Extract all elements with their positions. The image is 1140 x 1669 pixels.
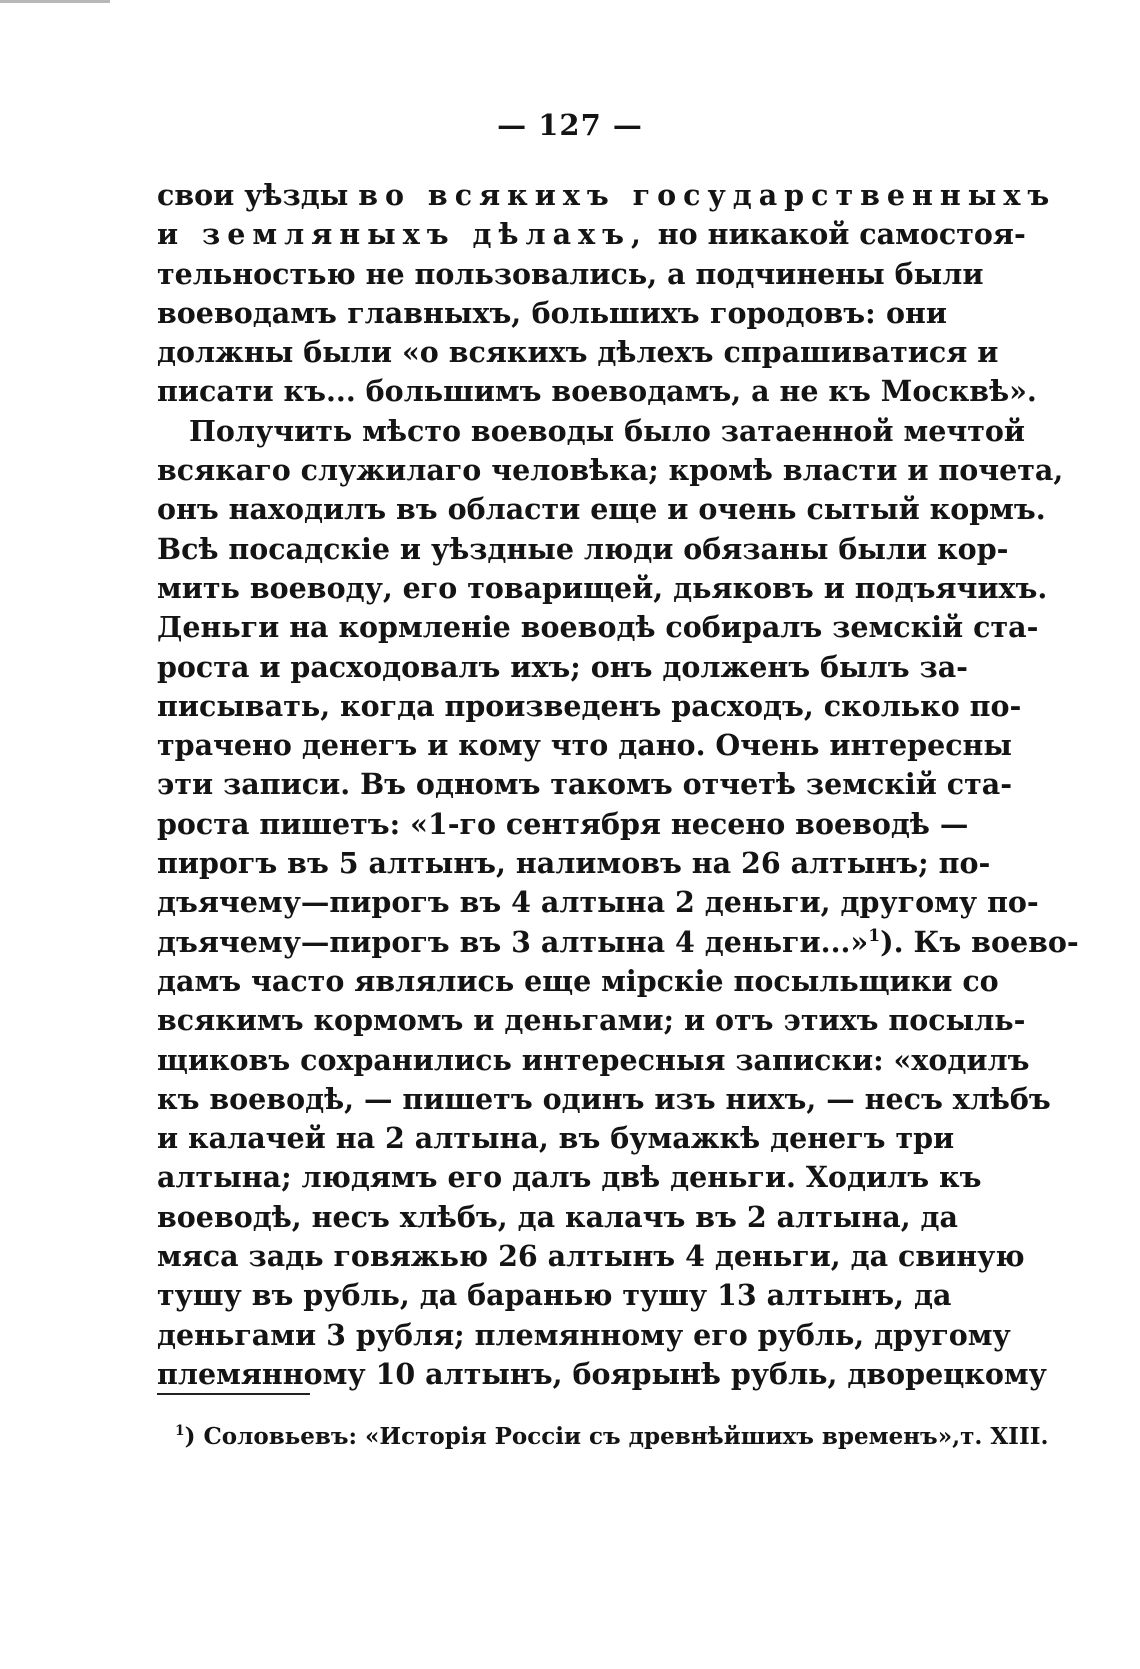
text-line: деньгами 3 рубля; племянному его рубль, другому [157, 1317, 1011, 1352]
text-line: дамъ часто являлись еще мірскіе посыльщики со [157, 963, 999, 998]
emphasized-text: во всякихъ государственныхъ [358, 178, 1057, 212]
text-line: алтына; людямъ его далъ двѣ деньги. Ходилъ къ [157, 1160, 982, 1195]
text-line: тельностью не пользовались, а подчинены были [157, 256, 984, 291]
paragraph-first-line: Получить мѣсто воеводы было затаенной мечтой [189, 413, 1026, 448]
text-line: роста и расходовалъ ихъ; онъ долженъ былъ за- [157, 649, 968, 684]
text-line: Всѣ посадскіе и уѣздные люди обязаны были кор- [157, 531, 1009, 566]
text-line: и калачей на 2 алтына, въ бумажкѣ денегъ три [157, 1121, 955, 1156]
text-line: роста пишетъ: «1-го сентября несено воеводѣ — [157, 806, 969, 841]
text-line: всякаго служилаго человѣка; кромѣ власти и почета, [157, 453, 1064, 488]
text-line: эти записи. Въ одномъ такомъ отчетѣ земскій ста- [157, 767, 1013, 802]
text-line: воеводамъ главныхъ, большихъ городовъ: они [157, 295, 947, 330]
text-line: щиковъ сохранились интересныя записки: «ходилъ [157, 1042, 1030, 1077]
body-text [157, 176, 1079, 1394]
text-line: трачено денегъ и кому что дано. Очень интересны [157, 728, 1012, 763]
text-line: воеводѣ, несъ хлѣбъ, да калачъ въ 2 алтына, да [157, 1199, 959, 1234]
text-line: Деньги на кормленіе воеводѣ собиралъ земскій ста- [157, 610, 1039, 645]
text-line: свои уѣзды во всякихъ государственныхъ [157, 178, 1057, 212]
text-line: дъячему—пирогъ въ 4 алтына 2 деньги, другому по- [157, 885, 1039, 920]
footnote [175, 1422, 1049, 1452]
text-line: писати къ... большимъ воеводамъ, а не къ Москвѣ». [157, 374, 1037, 409]
text-line: должны были «о всякихъ дѣлехъ спрашиватися и [157, 335, 999, 370]
text-line: дъячему—пирогъ въ 3 алтына 4 деньги...»$^1$). Къ воево- [157, 924, 1079, 959]
emphasized-text: и земляныхъ дѣлахъ, [157, 217, 648, 252]
text-line: тушу въ рубль, да баранью тушу 13 алтынъ, да [157, 1278, 952, 1313]
page-number: — 127 — [497, 108, 643, 142]
footnote-text: ) Соловьевъ: «Исторія Россіи съ древнѣйшихъ временъ»,т. XIII. [184, 1423, 1049, 1450]
footnote-marker: 1 [175, 1423, 185, 1440]
footnote-reference: 1 [868, 925, 881, 946]
text-line: писывать, когда произведенъ расходъ, сколько по- [157, 688, 1022, 723]
text-line: и земляныхъ дѣлахъ, но никакой самостоя- [157, 217, 1026, 252]
text-line: племянному 10 алтынъ, боярынѣ рубль, дворецкому [157, 1356, 1047, 1391]
text-line: всякимъ кормомъ и деньгами; и отъ этихъ посыль- [157, 1003, 1026, 1038]
text-line: пирогъ въ 5 алтынъ, налимовъ на 26 алтынъ; по- [157, 846, 991, 881]
footnote-divider [157, 1393, 310, 1395]
scan-edge-mark [0, 0, 110, 3]
text-line: мить воеводу, его товарищей, дьяковъ и подъячихъ. [157, 570, 1048, 605]
text-line: мяса задь говяжью 26 алтынъ 4 деньги, да свиную [157, 1239, 1025, 1274]
text-line: онъ находилъ въ области еще и очень сытый кормъ. [157, 492, 1046, 527]
text-line: къ воеводѣ, — пишетъ одинъ изъ нихъ, — несъ хлѣбъ [157, 1081, 1051, 1116]
